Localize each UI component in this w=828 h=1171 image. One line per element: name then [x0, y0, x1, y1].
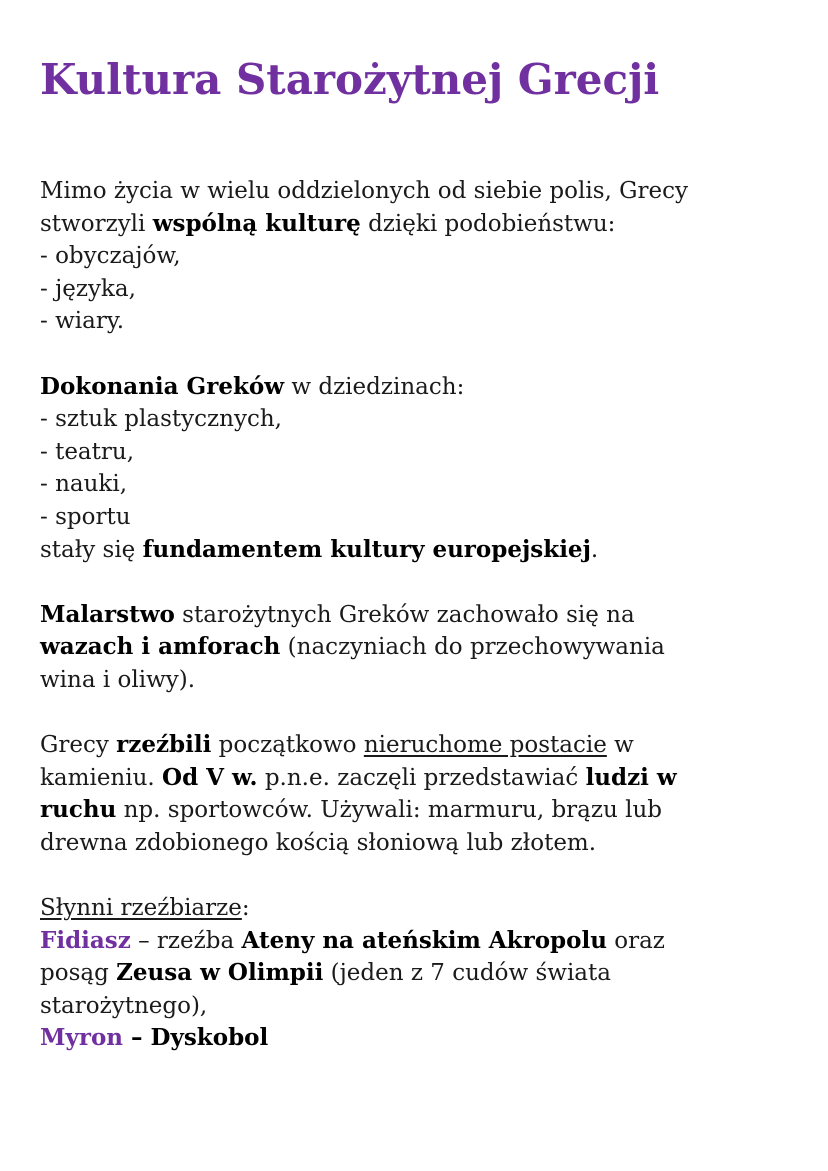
paragraph-gap: [40, 859, 810, 892]
sculpture-line-3: [40, 794, 810, 827]
list-item: - wiary.: [40, 308, 125, 335]
list-item: - sportu: [40, 503, 131, 530]
text-segment: stały się: [40, 536, 143, 563]
bold-painting: Malarstwo: [40, 600, 175, 628]
myron-line: [40, 1022, 810, 1055]
fidiasz-line-2: [40, 957, 810, 990]
bold-common-culture: wspólną kulturę: [152, 209, 361, 237]
culture-line-1: [40, 175, 810, 208]
paragraph-gap: [40, 338, 810, 371]
text-segment: oraz: [606, 927, 665, 954]
text-segment: .: [590, 536, 599, 563]
text-segment: starożytnych Greków zachowało się na: [174, 601, 635, 628]
text-segment: posąg: [40, 960, 117, 987]
text-segment: (jeden z 7 cudów świata: [323, 960, 611, 987]
underlined-static-figures: nieruchome postacie: [363, 732, 607, 759]
page-title: Kultura Starożytnej Grecji: [40, 55, 660, 104]
bold-zeus: Zeusa w Olimpii: [116, 959, 324, 987]
text-segment: :: [241, 895, 250, 922]
painting-line-1: [40, 599, 810, 632]
bold-motion: ruchu: [40, 796, 117, 824]
text-segment: w: [606, 732, 634, 759]
sculpture-line-1: [40, 729, 810, 762]
paragraph-gap: [40, 697, 810, 730]
bold-people-in: ludzi w: [585, 763, 677, 791]
achievements-last-line: [40, 534, 810, 567]
sculptor-name-myron: Myron: [40, 1024, 124, 1052]
underlined-heading: Słynni rzeźbiarze: [40, 895, 242, 922]
bold-achievements: Dokonania Greków: [40, 372, 285, 400]
painting-line-3: wina i oliwy).: [40, 666, 196, 693]
achievements-line-1: [40, 371, 810, 404]
text-segment: np. sportowców. Używali: marmuru, brązu lub: [116, 797, 663, 824]
text-segment: w dziedzinach:: [284, 373, 465, 400]
sculptor-name-fidiasz: Fidiasz: [40, 926, 131, 954]
bold-foundation: fundamentem kultury europejskiej: [142, 535, 591, 563]
bold-5th-century: Od V w.: [162, 763, 258, 791]
fidiasz-line-3: starożytnego),: [40, 992, 208, 1019]
sculptors-heading: [40, 892, 810, 925]
text-segment: Grecy: [40, 732, 117, 759]
fidiasz-line: [40, 925, 810, 958]
text-segment: kamieniu.: [40, 764, 163, 791]
list-item: - języka,: [40, 275, 136, 302]
list-item: - nauki,: [40, 471, 128, 498]
text-segment: – rzeźba: [130, 927, 242, 954]
bold-athena: Ateny na ateńskim Akropolu: [241, 926, 607, 954]
dash-segment: –: [123, 1024, 151, 1052]
culture-line-2: [40, 208, 810, 241]
text-segment: Mimo życia w wielu oddzielonych od siebie polis, Grecy: [40, 178, 688, 204]
bold-sculpted: rzeźbili: [116, 731, 212, 759]
sculpture-line-4: drewna zdobionego kością słoniową lub złotem.: [40, 829, 597, 856]
painting-line-2: [40, 631, 810, 664]
paragraph-gap: [40, 566, 810, 599]
bold-discobolus: Dyskobol: [150, 1024, 269, 1052]
list-item: - sztuk plastycznych,: [40, 406, 282, 433]
bold-vases: wazach i amforach: [40, 633, 281, 661]
text-segment: dzięki podobieństwu:: [360, 210, 616, 237]
list-item: - obyczajów,: [40, 243, 181, 270]
text-segment: p.n.e. zaczęli przedstawiać: [257, 764, 586, 791]
sculpture-line-2: [40, 762, 810, 795]
text-segment: stworzyli: [40, 210, 153, 237]
text-segment: początkowo: [211, 732, 364, 759]
text-segment: (naczyniach do przechowywania: [280, 634, 665, 661]
list-item: - teatru,: [40, 438, 135, 465]
document-body: [40, 175, 810, 1055]
